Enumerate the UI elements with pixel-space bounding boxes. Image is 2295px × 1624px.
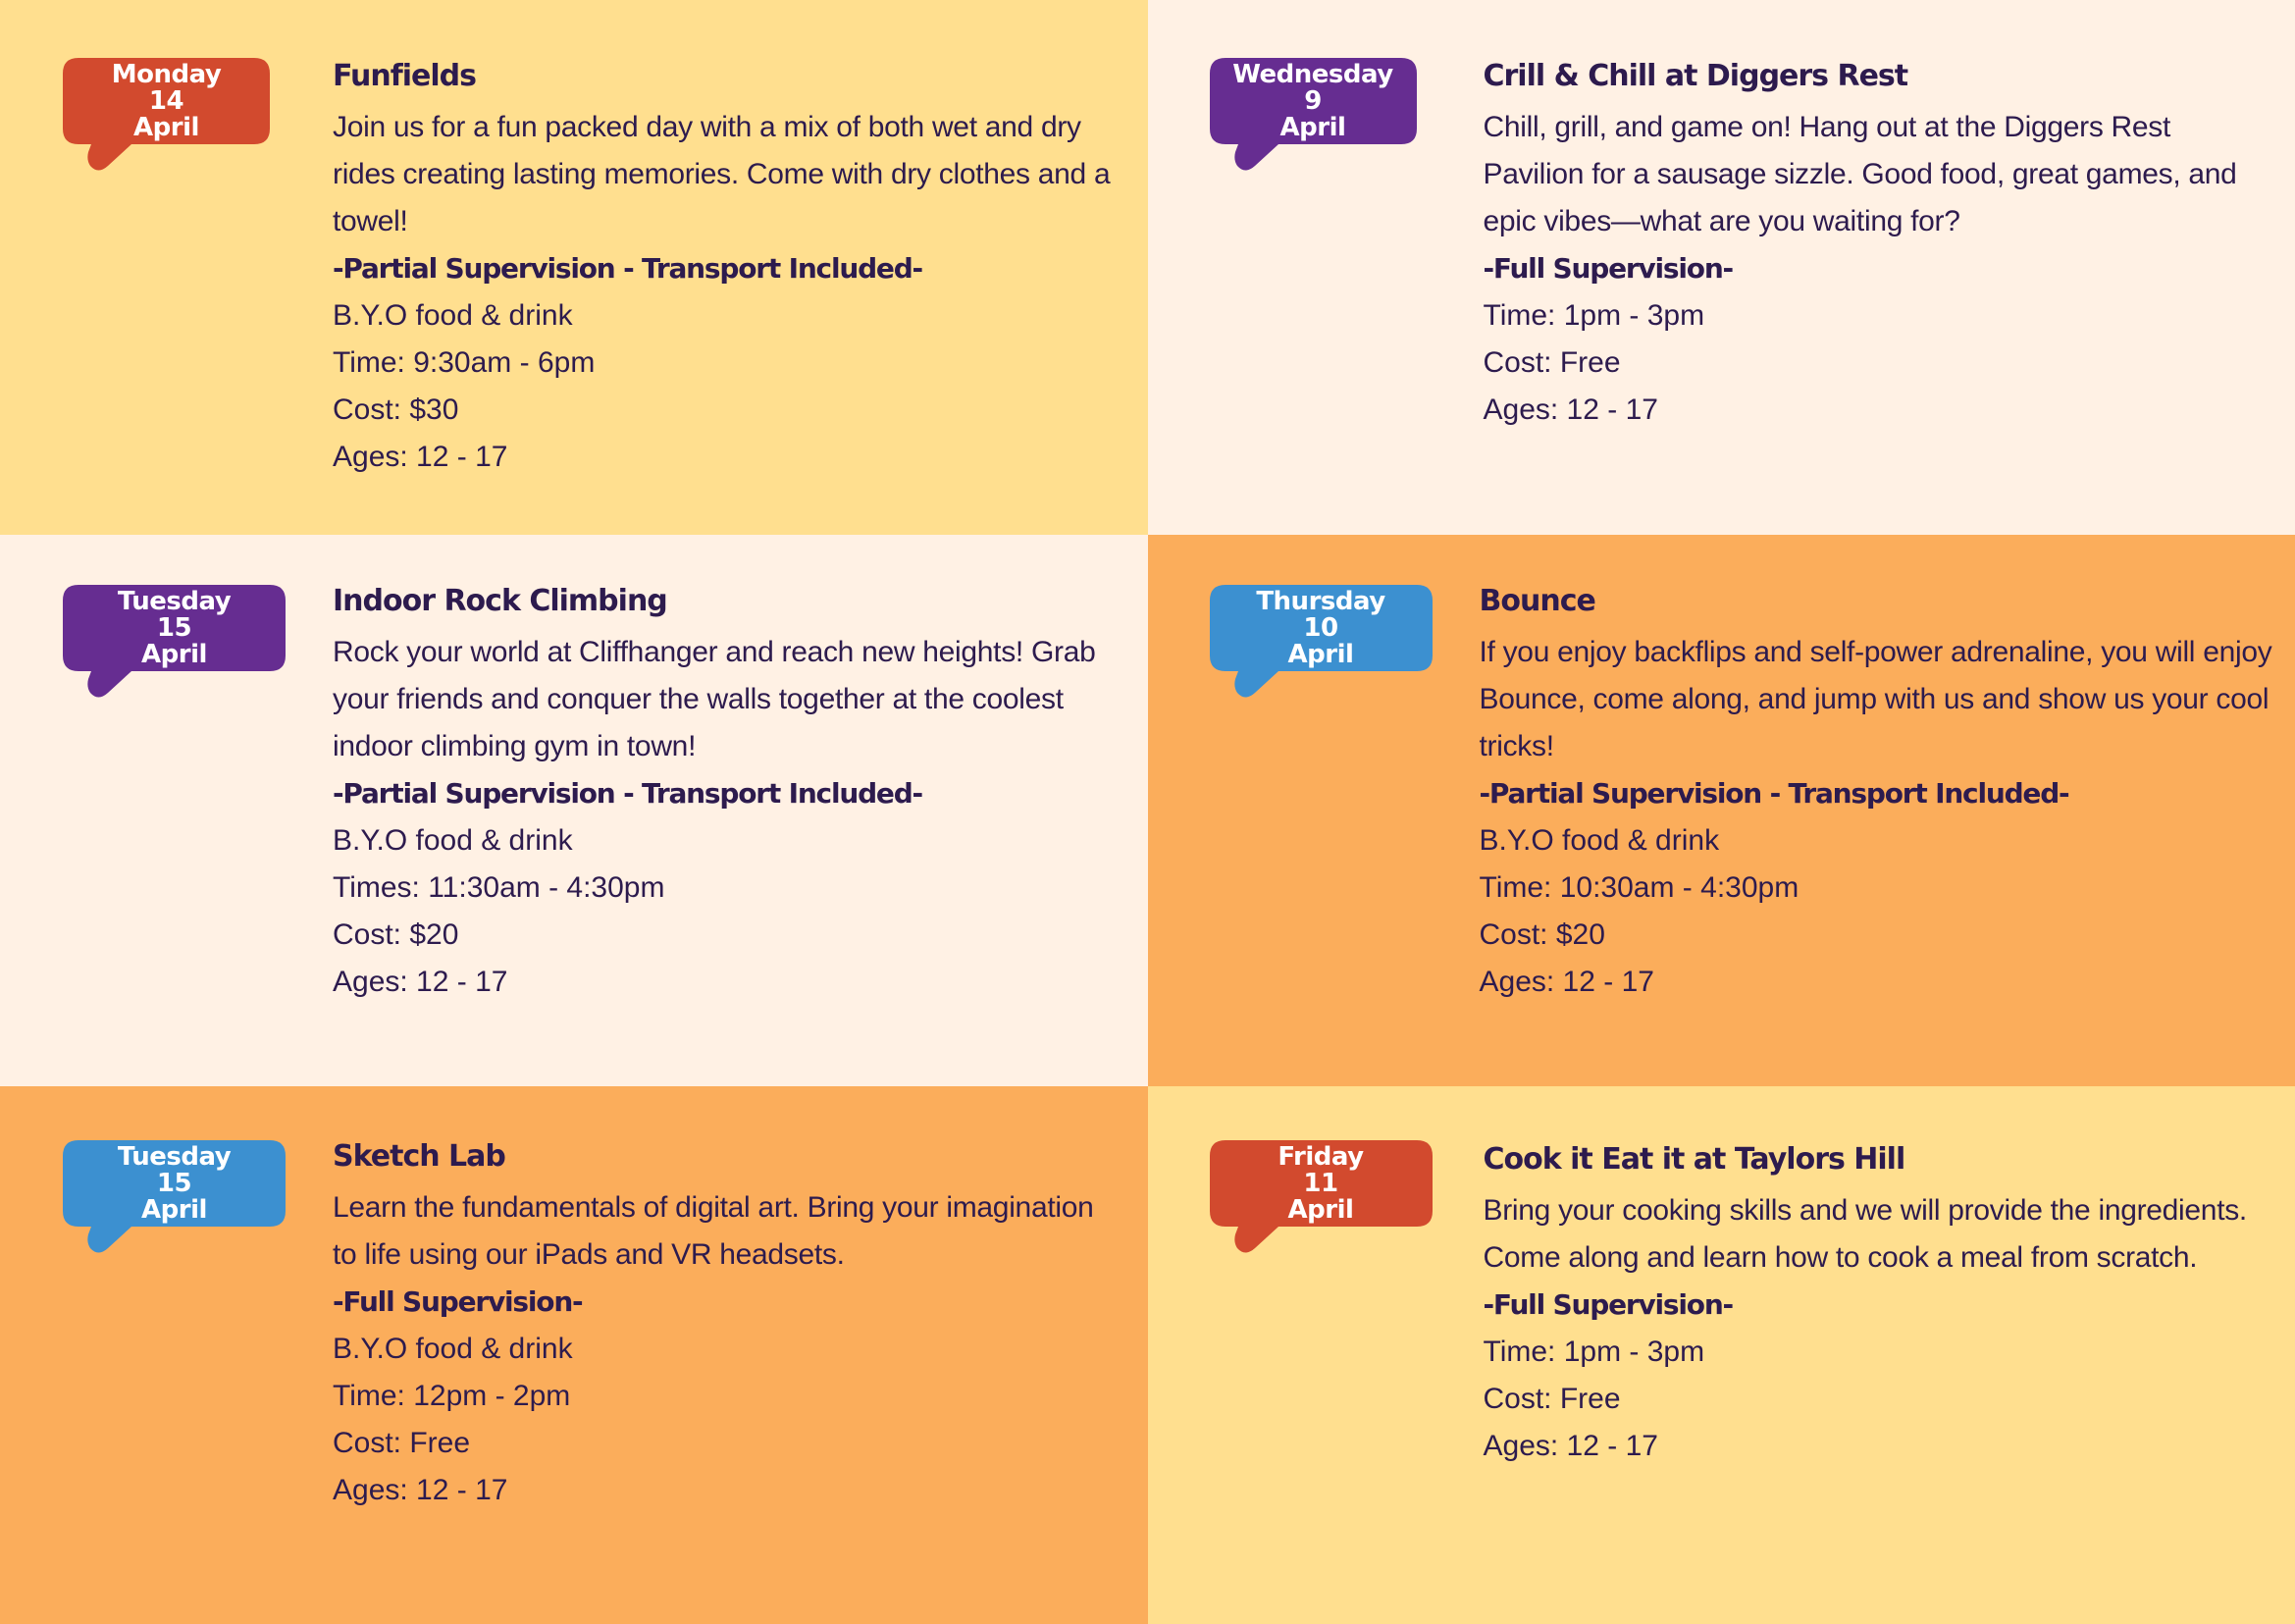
event-description: Bring your cooking skills and we will provide the ingredients. Come along and learn how to cook a meal from scratch. bbox=[1483, 1194, 2247, 1274]
event-title: Bounce bbox=[1479, 584, 1595, 618]
event-food: B.Y.O food & drink bbox=[333, 299, 573, 332]
event-card-crill-and-chill bbox=[1148, 0, 2295, 535]
event-food: B.Y.O food & drink bbox=[333, 824, 573, 857]
date-badge bbox=[1210, 58, 1417, 173]
badge-date: 11 bbox=[1303, 1168, 1338, 1198]
badge-day: Wednesday bbox=[1232, 59, 1393, 89]
event-supervision: -Full Supervision- bbox=[1483, 252, 1733, 285]
event-cost: Cost: $30 bbox=[333, 393, 459, 426]
date-badge bbox=[63, 58, 270, 173]
badge-date: 10 bbox=[1303, 612, 1338, 643]
event-description: Learn the fundamentals of digital art. Bring your imagination to life using our iPads and VR headsets. bbox=[333, 1191, 1094, 1271]
badge-date: 15 bbox=[156, 612, 192, 643]
date-badge bbox=[63, 585, 270, 700]
event-content bbox=[333, 1137, 1098, 1514]
event-card-bounce bbox=[1148, 535, 2295, 1086]
badge-day: Tuesday bbox=[117, 586, 232, 616]
event-time: Time: 9:30am - 6pm bbox=[333, 346, 596, 379]
event-supervision: -Partial Supervision - Transport Included- bbox=[333, 252, 922, 285]
event-title: Crill & Chill at Diggers Rest bbox=[1483, 59, 1908, 93]
event-title: Cook it Eat it at Taylors Hill bbox=[1483, 1142, 1905, 1177]
event-time: Time: 1pm - 3pm bbox=[1483, 299, 1705, 332]
event-description: If you enjoy backflips and self-power adrenaline, you will enjoy Bounce, come along, and jump with us and show us your cool tricks! bbox=[1479, 636, 2272, 762]
badge-month: April bbox=[141, 639, 207, 669]
event-time: Time: 1pm - 3pm bbox=[1483, 1336, 1705, 1368]
event-content bbox=[333, 582, 1127, 1006]
event-description: Rock your world at Cliffhanger and reach new heights! Grab your friends and conquer the walls together at the coolest indoor climbing gym in town! bbox=[333, 636, 1096, 762]
event-ages: Ages: 12 - 17 bbox=[1483, 1430, 1658, 1462]
event-ages: Ages: 12 - 17 bbox=[333, 1474, 508, 1506]
event-time: Time: 12pm - 2pm bbox=[333, 1380, 571, 1412]
event-description: Chill, grill, and game on! Hang out at the Diggers Rest Pavilion for a sausage sizzle. Good food, great games, and epic vibes—what are you waiting for? bbox=[1483, 111, 2237, 237]
event-ages: Ages: 12 - 17 bbox=[1479, 966, 1654, 998]
badge-month: April bbox=[1287, 1194, 1354, 1225]
badge-date: 14 bbox=[148, 85, 184, 116]
event-supervision: -Partial Supervision - Transport Included- bbox=[333, 777, 922, 810]
event-card-funfields bbox=[0, 0, 1148, 535]
event-cost: Cost: Free bbox=[1483, 346, 1621, 379]
event-card-cook-it-eat-it bbox=[1148, 1086, 2295, 1624]
event-title: Indoor Rock Climbing bbox=[333, 584, 667, 618]
date-badge bbox=[1210, 585, 1417, 700]
event-time: Time: 10:30am - 4:30pm bbox=[1479, 871, 1799, 904]
badge-month: April bbox=[141, 1194, 207, 1225]
event-title: Sketch Lab bbox=[333, 1139, 505, 1174]
event-time: Times: 11:30am - 4:30pm bbox=[333, 871, 665, 904]
badge-day: Thursday bbox=[1256, 586, 1385, 616]
event-supervision: -Partial Supervision - Transport Included- bbox=[1479, 777, 2069, 810]
badge-month: April bbox=[1287, 639, 1354, 669]
badge-day: Friday bbox=[1278, 1141, 1364, 1172]
badge-month: April bbox=[1279, 112, 1346, 142]
date-badge bbox=[1210, 1140, 1417, 1255]
badge-date: 9 bbox=[1304, 85, 1322, 116]
event-ages: Ages: 12 - 17 bbox=[333, 966, 508, 998]
badge-day: Tuesday bbox=[117, 1141, 232, 1172]
event-title: Funfields bbox=[333, 59, 477, 93]
badge-month: April bbox=[133, 112, 199, 142]
event-cost: Cost: $20 bbox=[333, 918, 459, 951]
event-cost: Cost: $20 bbox=[1479, 918, 1605, 951]
event-cost: Cost: Free bbox=[1483, 1383, 1621, 1415]
event-ages: Ages: 12 - 17 bbox=[1483, 393, 1658, 426]
event-content bbox=[1484, 1140, 2269, 1470]
event-supervision: -Full Supervision- bbox=[1483, 1288, 1733, 1321]
event-food: B.Y.O food & drink bbox=[333, 1333, 573, 1365]
event-cost: Cost: Free bbox=[333, 1427, 471, 1459]
event-card-sketch-lab bbox=[0, 1086, 1148, 1624]
badge-day: Monday bbox=[111, 59, 222, 89]
event-description: Join us for a fun packed day with a mix of both wet and dry rides creating lasting memories. Come with dry clothes and a towel! bbox=[333, 111, 1111, 237]
event-content bbox=[1480, 582, 2279, 1006]
event-card-indoor-rock-climbing bbox=[0, 535, 1148, 1086]
date-badge bbox=[63, 1140, 270, 1255]
event-ages: Ages: 12 - 17 bbox=[333, 441, 508, 473]
badge-date: 15 bbox=[156, 1168, 192, 1198]
event-content bbox=[333, 57, 1118, 481]
event-food: B.Y.O food & drink bbox=[1479, 824, 1720, 857]
event-supervision: -Full Supervision- bbox=[333, 1285, 583, 1318]
event-content bbox=[1484, 57, 2259, 434]
